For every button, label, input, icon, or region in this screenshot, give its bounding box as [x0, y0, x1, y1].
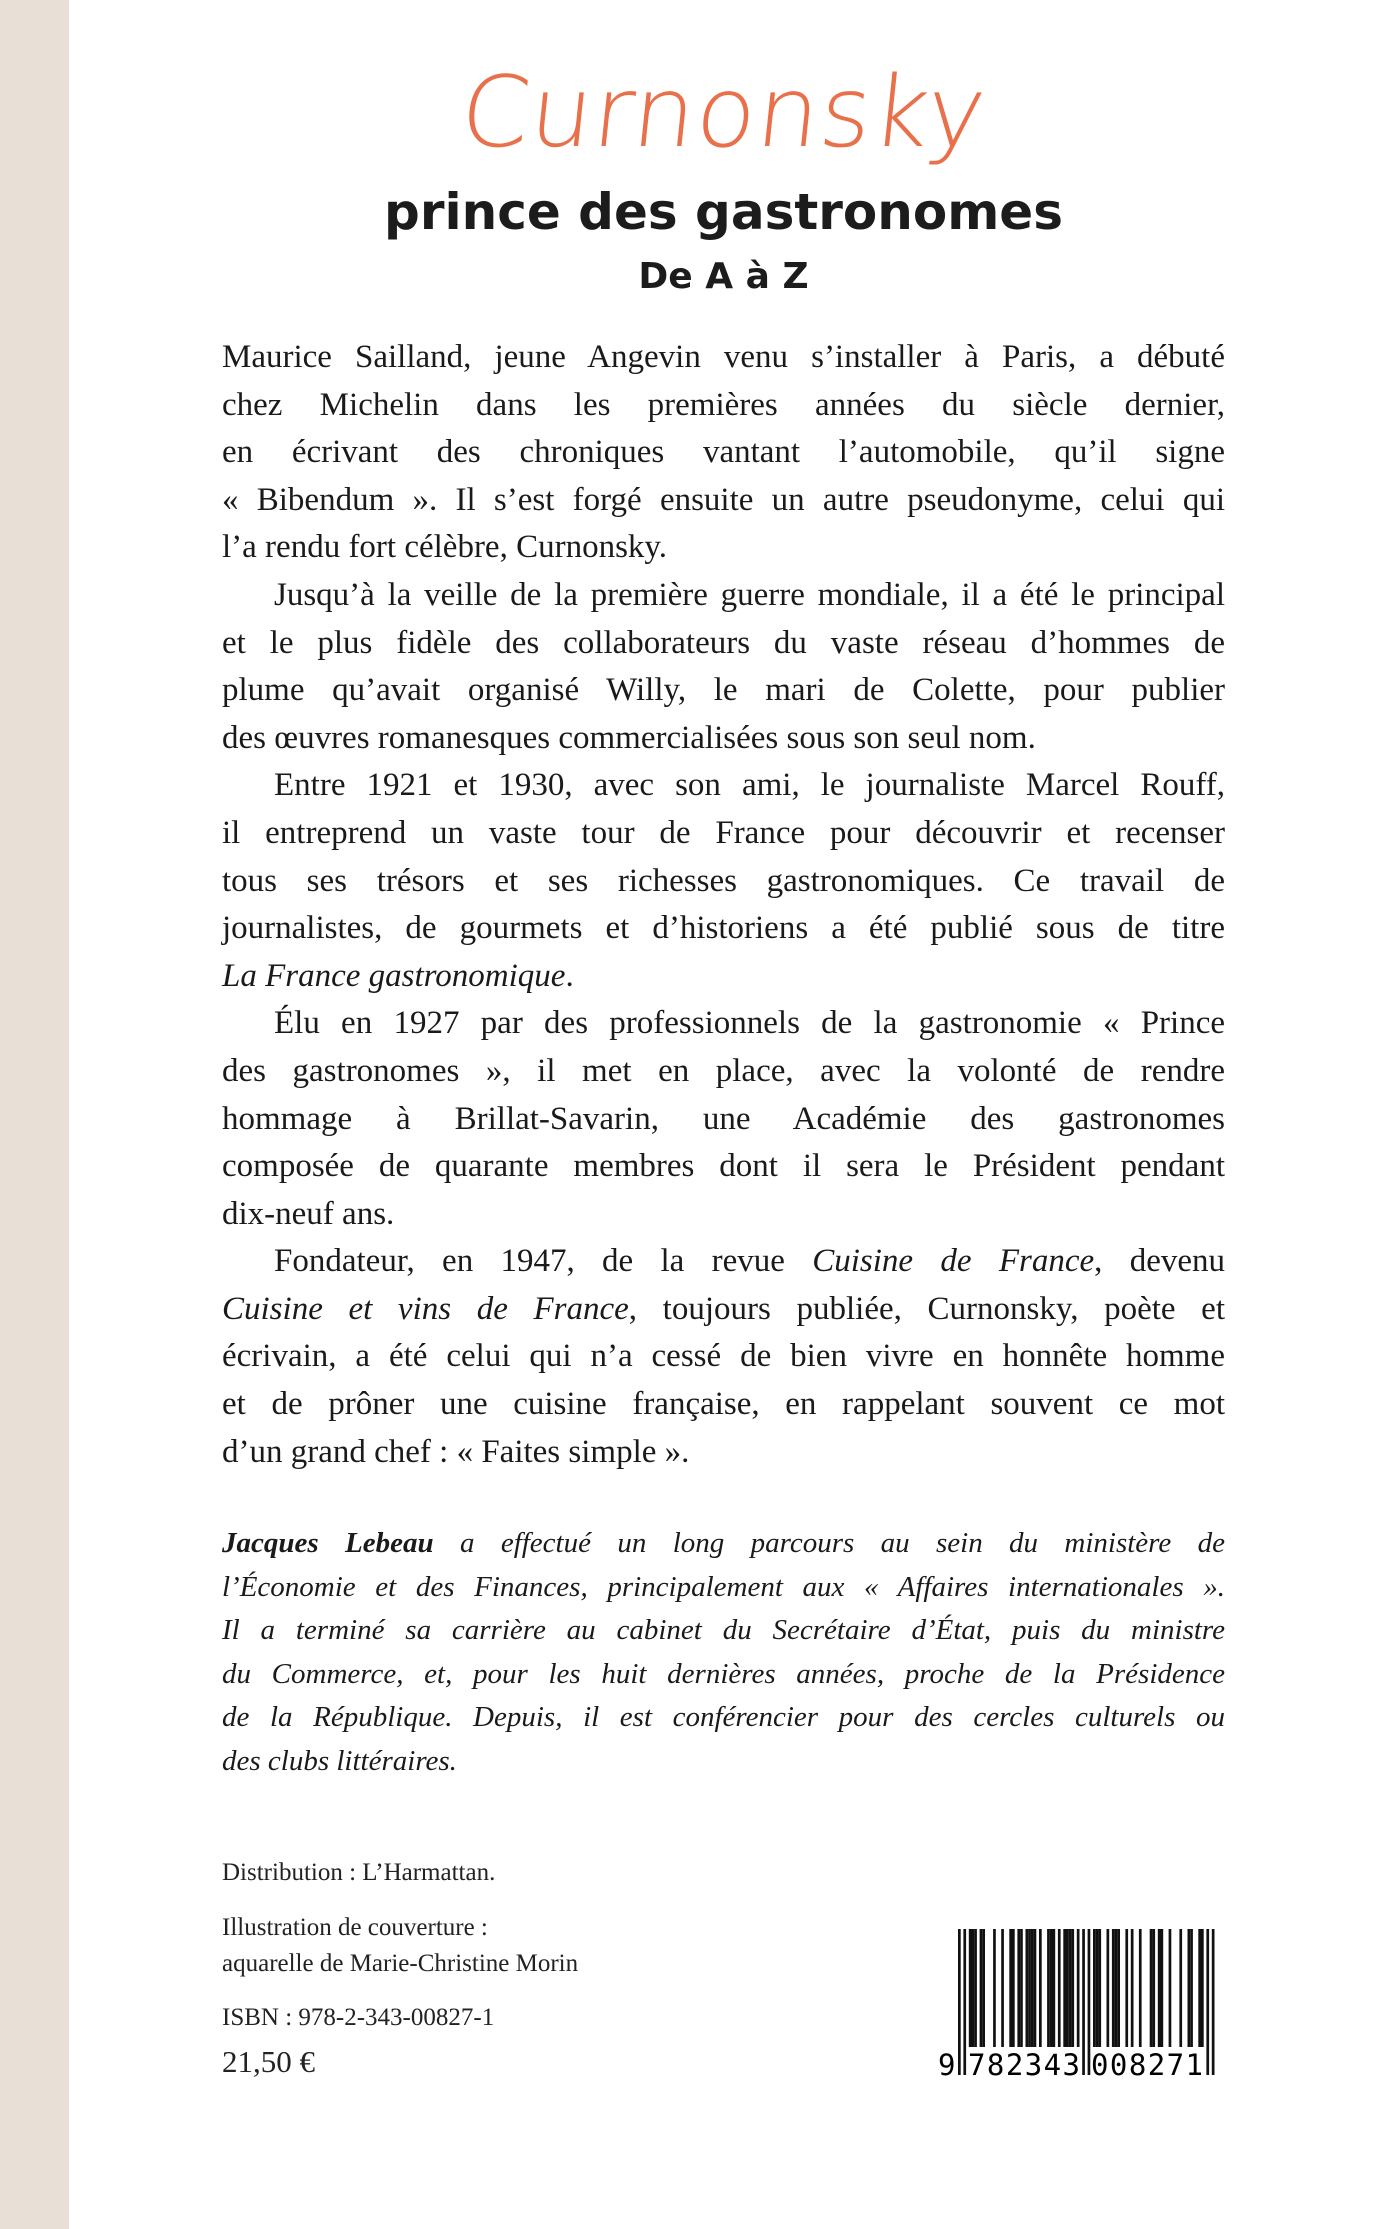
barcode-bar [1026, 1929, 1029, 2047]
barcode-bar [1071, 1929, 1074, 2047]
text-line [222, 1609, 1225, 1653]
text-segment: Fondateur, en 1947, de la revue [274, 1243, 813, 1280]
barcode-bar [1066, 1929, 1069, 2047]
text-line [222, 1566, 1225, 1610]
price-text: 21,50 € [222, 2044, 315, 2079]
barcode-bar [1047, 1929, 1050, 2047]
barcode-left-digits: 782343 [968, 2048, 1080, 2082]
text-segment: plume qu’avait organisé Willy, le mari de Colette, pour publier [222, 672, 1225, 709]
text-segment: des clubs littéraires. [222, 1744, 457, 1777]
text-segment: et de prôner une cuisine française, en rappelant souvent ce mot [222, 1386, 1225, 1423]
barcode-bar [1063, 1929, 1066, 2047]
text-line [222, 1000, 1225, 1048]
barcode-bar [972, 1929, 975, 2047]
text-segment: l’a rendu fort célèbre, Curnonsky. [222, 529, 668, 566]
text-segment: Élu en 1927 par des professionnels de la gastronomie « Prince [274, 1005, 1225, 1042]
barcode-bar [1088, 1929, 1091, 2075]
text-line [222, 1381, 1225, 1429]
text-segment: a effectué un long parcours au sein du ministère de [433, 1527, 1225, 1559]
text-line [222, 1191, 1225, 1239]
text-line [222, 334, 1225, 382]
barcode-bar [1017, 1929, 1020, 2047]
barcode-bar [1161, 1929, 1164, 2047]
barcode-bar [1179, 1929, 1182, 2047]
text-line [222, 762, 1225, 810]
barcode-bar [1001, 1929, 1004, 2047]
text-line [222, 620, 1225, 668]
text-segment: et le plus fidèle des collaborateurs du vaste réseau d’hommes de [222, 624, 1225, 661]
barcode-bar [1077, 1929, 1080, 2047]
barcode-bar [1058, 1929, 1061, 2047]
barcode-bar [1125, 1929, 1128, 2047]
book-subtitle-2: De A à Z [638, 256, 809, 297]
barcode-bar [1117, 1929, 1120, 2047]
barcode-bar [1139, 1929, 1142, 2047]
text-line [222, 1696, 1225, 1740]
text-segment: de la République. Depuis, il est conférencier pour des cercles culturels ou [222, 1701, 1225, 1733]
text-segment: chez Michelin dans les premières années du siècle dernier, [222, 386, 1225, 423]
text-line [222, 810, 1225, 858]
barcode-bar [993, 1929, 996, 2047]
barcode-bar [1212, 1929, 1215, 2075]
text-segment: journalistes, de gourmets et d’historiens a été publié sous de titre [222, 910, 1225, 947]
barcode-bar [1053, 1929, 1056, 2047]
barcode-bar [963, 1929, 966, 2075]
text-segment: , devenu [1094, 1243, 1225, 1280]
illustration-credit-line-2: aquarelle de Marie-Christine Morin [222, 1950, 579, 1977]
barcode-bar [1190, 1929, 1193, 2047]
italic-title: Cuisine de France [812, 1243, 1095, 1280]
text-segment: Entre 1921 et 1930, avec son ami, le journaliste Marcel Rouff, [274, 767, 1225, 804]
barcode-bar [974, 1929, 977, 2047]
book-subtitle: prince des gastronomes [384, 183, 1063, 241]
text-segment: hommage à Brillat-Savarin, une Académie des gastronomes [222, 1100, 1225, 1137]
text-line [222, 953, 1225, 1001]
text-segment: Il a terminé sa carrière au cabinet du Secrétaire d’État, puis du ministre [222, 1614, 1225, 1646]
italic-title: Cuisine et vins de France [222, 1290, 629, 1327]
barcode-bar [1034, 1929, 1037, 2047]
text-segment: il entreprend un vaste tour de France pour découvrir et recenser [222, 814, 1225, 851]
text-line [222, 1143, 1225, 1191]
author-name: Jacques Lebeau [222, 1527, 434, 1559]
blurb-text [222, 334, 1225, 1476]
paragraph [222, 1238, 1225, 1476]
barcode-bar [1131, 1929, 1134, 2047]
barcode-bar [1020, 1929, 1023, 2047]
text-line [222, 1333, 1225, 1381]
barcode-bar [969, 1929, 972, 2047]
text-segment: l’Économie et des Finances, principalement aux « Affaires internationales ». [222, 1570, 1225, 1603]
paragraph [222, 762, 1225, 1000]
paragraph [222, 334, 1225, 572]
barcode-bar [1158, 1929, 1161, 2047]
barcode-bar [1152, 1929, 1155, 2047]
text-line [222, 715, 1225, 763]
barcode-bar [958, 1929, 961, 2075]
barcode-right-digits: 008271 [1091, 2048, 1203, 2082]
barcode-bar [1031, 1929, 1034, 2047]
text-segment: dix-neuf ans. [222, 1195, 395, 1232]
text-segment: tous ses trésors et ses richesses gastronomiques. Ce travail de [222, 862, 1225, 899]
text-line [222, 477, 1225, 525]
paragraph [222, 1000, 1225, 1238]
text-line [222, 1740, 1225, 1784]
barcode-bar [1093, 1929, 1096, 2047]
barcode-bar [1107, 1929, 1110, 2047]
text-segment: « Bibendum ». Il s’est forgé ensuite un autre pseudonyme, celui qui [222, 481, 1225, 518]
barcode-bar [1098, 1929, 1101, 2047]
barcode-bar [1069, 1929, 1072, 2047]
text-segment: . [565, 957, 574, 994]
barcode-bar [1201, 1929, 1204, 2047]
barcode-bar [1112, 1929, 1115, 2047]
italic-title: La France gastronomique [222, 957, 566, 994]
text-line [222, 572, 1225, 620]
text-segment: du Commerce, et, pour les huit dernières années, proche de la Présidence [222, 1657, 1225, 1690]
text-segment: composée de quarante membres dont il sera le Président pendant [222, 1148, 1225, 1185]
text-line [222, 1286, 1225, 1334]
barcode-bar [1012, 1929, 1015, 2047]
barcode-bar [1050, 1929, 1053, 2047]
barcode-first-digit: 9 [938, 2048, 956, 2082]
text-segment: en écrivant des chroniques vantant l’automobile, qu’il signe [222, 434, 1225, 471]
text-line [222, 382, 1225, 430]
barcode-bar [1188, 1929, 1191, 2047]
paragraph [222, 572, 1225, 762]
spine-strip [0, 0, 69, 2229]
barcode-bar [1115, 1929, 1118, 2047]
text-line [222, 524, 1225, 572]
isbn-text: ISBN : 978-2-343-00827-1 [222, 2004, 495, 2031]
text-line [222, 667, 1225, 715]
text-line [222, 429, 1225, 477]
text-segment: Jusqu’à la veille de la première guerre mondiale, il a été le principal [274, 576, 1225, 613]
barcode-bar [982, 1929, 985, 2047]
illustration-credit-line-1: Illustration de couverture : [222, 1914, 488, 1941]
barcode-bar [980, 1929, 983, 2047]
barcode-bar [1039, 1929, 1042, 2047]
text-segment: Maurice Sailland, jeune Angevin venu s’installer à Paris, a débuté [222, 339, 1225, 375]
text-segment: , toujours publiée, Curnonsky, poète et [628, 1290, 1225, 1327]
text-line [222, 1238, 1225, 1286]
text-line [222, 1522, 1225, 1566]
text-line [222, 1048, 1225, 1096]
barcode-bar [1206, 1929, 1209, 2075]
barcode-bar [1096, 1929, 1099, 2047]
text-line [222, 858, 1225, 906]
barcode-bar [1028, 1929, 1031, 2047]
text-line [222, 905, 1225, 953]
distribution-text: Distribution : L’Harmattan. [222, 1859, 496, 1886]
barcode-bar [1150, 1929, 1153, 2047]
text-segment: des œuvres romanesques commercialisées sous son seul nom. [222, 719, 1036, 756]
book-title: Curnonsky [455, 56, 992, 170]
text-line [222, 1096, 1225, 1144]
barcode-bar [1169, 1929, 1172, 2047]
author-bio [222, 1522, 1225, 1783]
text-segment: des gastronomes », il met en place, avec la volonté de rendre [222, 1052, 1225, 1089]
text-line [222, 1653, 1225, 1697]
barcode-bar [1082, 1929, 1085, 2075]
isbn-barcode [930, 1925, 1230, 2085]
barcode-bar [1198, 1929, 1201, 2047]
text-segment: d’un grand chef : « Faites simple ». [222, 1433, 690, 1470]
text-segment: écrivain, a été celui qui n’a cessé de bien vivre en honnête homme [222, 1338, 1225, 1375]
text-line [222, 1429, 1225, 1477]
barcode-bar [1009, 1929, 1012, 2047]
